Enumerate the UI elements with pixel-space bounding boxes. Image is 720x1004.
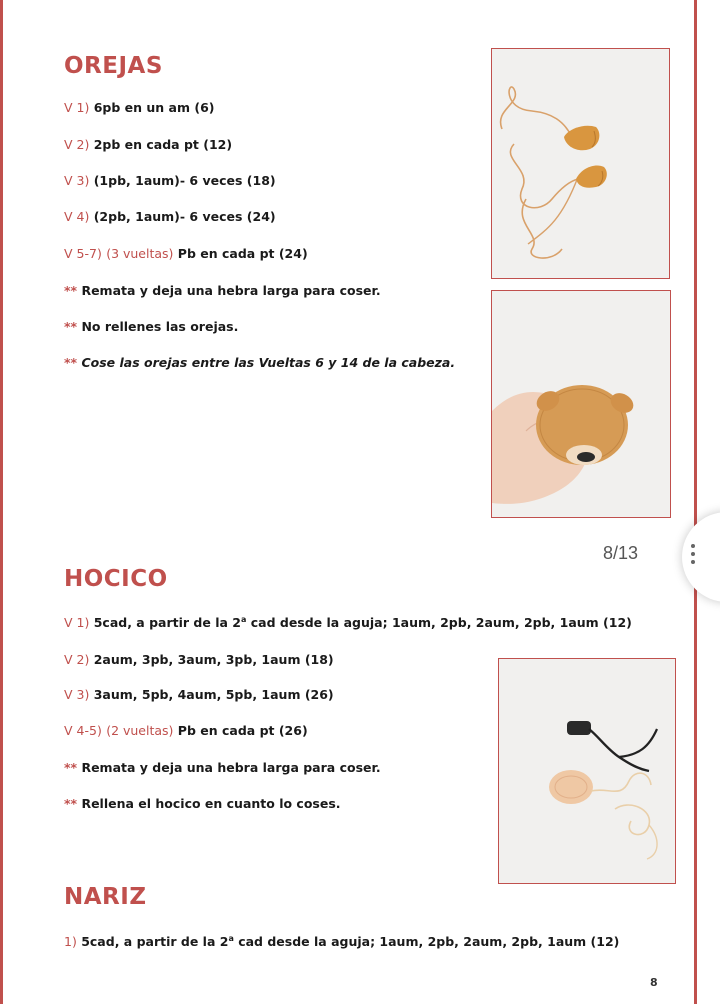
page-options-button[interactable]	[682, 512, 720, 602]
page-border-right	[694, 0, 697, 1004]
pattern-row: V 3) (1pb, 1aum)- 6 veces (18)	[64, 173, 276, 188]
pattern-note: ** Remata y deja una hebra larga para coser.	[64, 760, 381, 775]
photo-head-in-hand	[491, 290, 671, 518]
pattern-row: V 4-5) (2 vueltas) Pb en cada pt (26)	[64, 723, 308, 738]
photo-ears-pieces	[491, 48, 670, 279]
pattern-row: V 3) 3aum, 5pb, 4aum, 5pb, 1aum (26)	[64, 687, 334, 702]
pattern-note: ** Cose las orejas entre las Vueltas 6 y 14 de la cabeza.	[64, 355, 456, 370]
pattern-row: V 2) 2aum, 3pb, 3aum, 3pb, 1aum (18)	[64, 652, 334, 667]
more-vertical-icon	[691, 544, 695, 568]
section-title-hocico: HOCICO	[64, 566, 168, 592]
section-title-orejas: OREJAS	[64, 53, 163, 79]
page-border-left	[0, 0, 3, 1004]
page-number: 8	[650, 976, 658, 989]
pattern-row: V 1) 6pb en un am (6)	[64, 100, 215, 115]
pattern-row: V 5-7) (3 vueltas) Pb en cada pt (24)	[64, 246, 308, 261]
pattern-note: ** Rellena el hocico en cuanto lo coses.	[64, 796, 341, 811]
section-title-nariz: NARIZ	[64, 884, 147, 910]
page-indicator: 8/13	[603, 543, 639, 563]
photo-snout-nose	[498, 658, 676, 884]
pattern-row: V 4) (2pb, 1aum)- 6 veces (24)	[64, 209, 276, 224]
pattern-row: V 2) 2pb en cada pt (12)	[64, 137, 233, 152]
pattern-row: 1) 5cad, a partir de la 2$^a$ cad desde la aguja; 1aum, 2pb, 2aum, 2pb, 1aum (12)	[64, 934, 620, 950]
pattern-note: ** No rellenes las orejas.	[64, 319, 239, 334]
pattern-row: V 1) 5cad, a partir de la 2$^a$ cad desde la aguja; 1aum, 2pb, 2aum, 2pb, 1aum (12)	[64, 615, 632, 631]
pattern-note: ** Remata y deja una hebra larga para coser.	[64, 283, 381, 298]
